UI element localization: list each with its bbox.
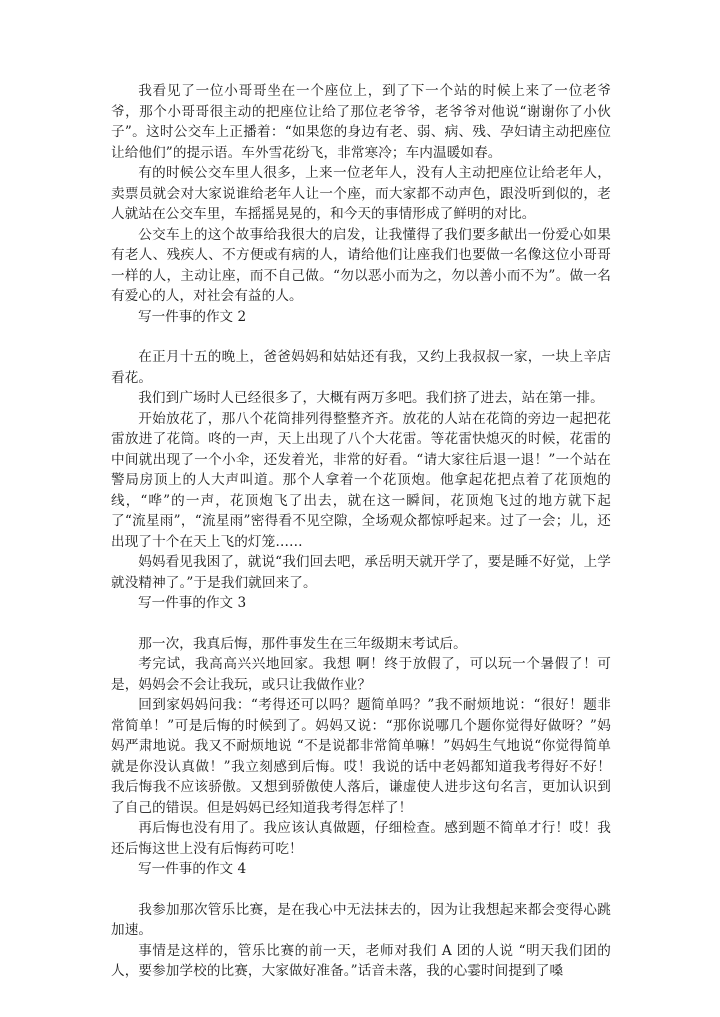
paragraph: 回到家妈妈问我：“考得还可以吗？题简单吗？”我不耐烦地说：“很好！题非常简单！”可是后悔的时候到了。妈妈又说：“那你说哪几个题你觉得好做呀？”妈妈严肃地说。我又不耐烦地说 “不是说都非常简单嘛！”妈妈生气地说“你觉得简单就是你没认真做！”我立刻感到后悔。哎！我说的话中老妈都知道我考得好不好！我后悔我不应该骄傲。又想到骄傲使人落后，谦虚使人进步这句名言，更加认识到了自己的错误。但是妈妈已经知道我考得怎样了！ [111,697,611,816]
spacer [111,614,611,634]
spacer [111,327,611,347]
section-title: 写一件事的作文 4 [138,861,247,877]
paragraph: 考完试，我高高兴兴地回家。我想 啊！终于放假了，可以玩一个暑假了！可是，妈妈会不会让我玩，或只让我做作业？ [111,656,611,693]
section-title: 写一件事的作文 3 [138,595,247,611]
paragraph: 有的时候公交车里人很多，上来一位老年人，没有人主动把座位让给老年人，卖票员就会对大家说谁给老年人让一个座，而大家都不动声色，跟没听到似的，老人就站在公交车里，车摇摇晃晃的，和今天的事情形成了鲜明的对比。 [111,165,611,222]
paragraph: 那一次，我真后悔，那件事发生在三年级期末考试后。 [138,635,467,652]
document-page [111,81,611,982]
paragraph: 我参加那次管乐比赛，是在我心中无法抹去的，因为让我想起来都会变得心跳加速。 [111,901,611,938]
paragraph: 在正月十五的晚上，爸爸妈妈和姑姑还有我，又约上我叔叔一家，一块上辛店看花。 [111,349,611,386]
paragraph: 我看见了一位小哥哥坐在一个座位上，到了下一个站的时候上来了一位老爷爷，那个小哥哥很主动的把座位让给了那位老爷爷，老爷爷对他说“谢谢你了小伙子”。这时公交车上正播着：“如果您的身边有老、弱、病、残、孕妇请主动把座位让给他们”的提示语。车外雪花纷飞，非常寒冷；车内温暖如春。 [111,83,611,161]
paragraph: 开始放花了，那八个花筒排列得整整齐齐。放花的人站在花筒的旁边一起把花雷放进了花筒。咚的一声，天上出现了八个大花雷。等花雷快熄灭的时候，花雷的中间就出现了一个小伞，还发着光，非常的好看。“请大家往后退一退！”一个站在警局房顶上的人大声叫道。那个人拿着一个花顶炮。他拿起花把点着了花顶炮的线，“哗”的一声，花顶炮飞了出去，就在这一瞬间，花顶炮飞过的地方就下起了“流星雨”，“流星雨”密得看不见空隙，全场观众都惊呼起来。过了一会；儿，还出现了十个在天上飞的灯笼…… [111,410,611,550]
paragraph: 公交车上的这个故事给我很大的启发，让我懂得了我们要多献出一份爱心如果有老人、残疾人、不方便或有病的人，请给他们让座我们也要做一名像这位小哥哥一样的人，主动让座，而不自己做。“勿以恶小而为之，勿以善小而不为”。做一名有爱心的人，对社会有益的人。 [111,226,611,304]
paragraph: 再后悔也没有用了。我应该认真做题，仔细检查。感到题不简单才行！哎！我还后悔这世上没有后悔药可吃！ [111,820,611,857]
section-title: 写一件事的作文 2 [138,308,247,325]
spacer [111,880,611,900]
paragraph: 事情是这样的，管乐比赛的前一天，老师对我们 A 团的人说 “明天我们团的人，要参加学校的比赛，大家做好准备。”话音未落，我的心霎时间提到了嗓 [111,942,611,979]
paragraph: 我们到广场时人已经很多了，大概有两万多吧。我们挤了进去，站在第一排。 [138,390,604,406]
paragraph: 妈妈看见我困了，就说“我们回去吧，承岳明天就开学了，要是睡不好觉，上学就没精神了。”于是我们就回来了。 [111,554,611,591]
